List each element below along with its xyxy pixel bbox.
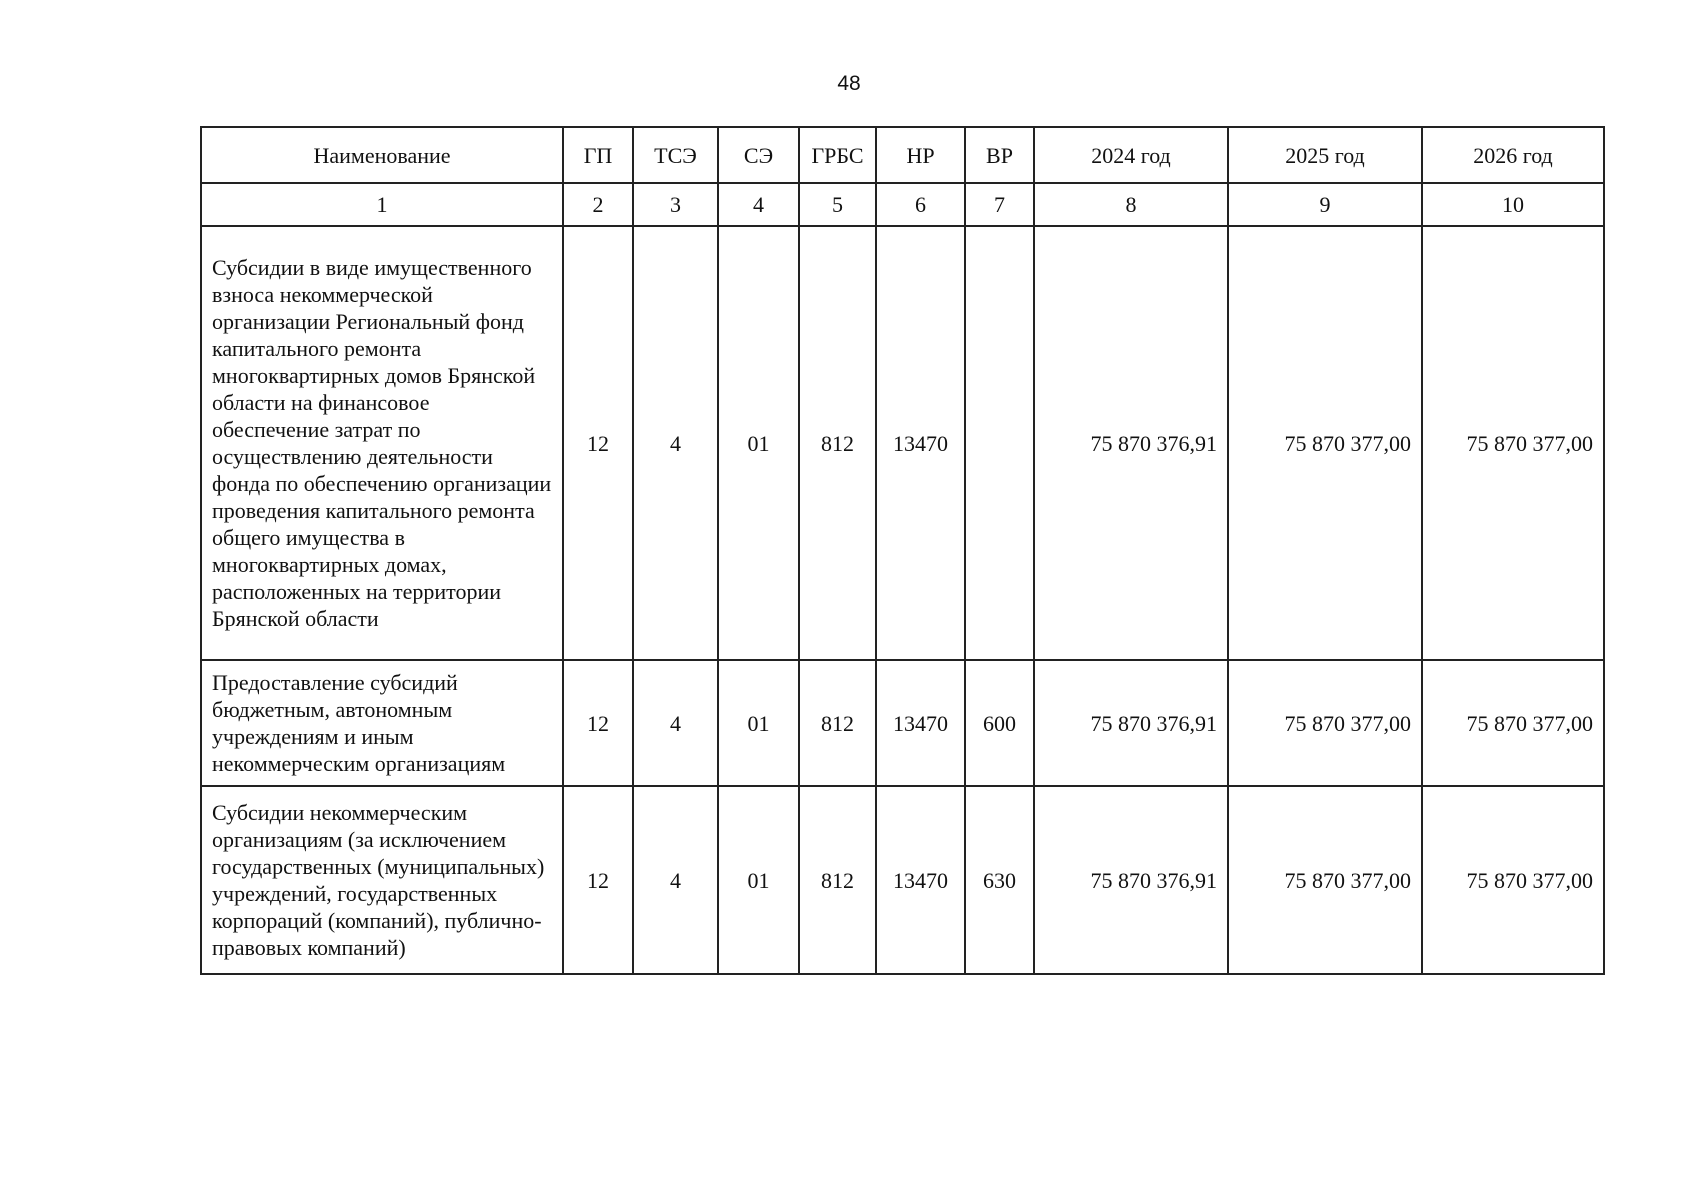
row-tse: 4 — [633, 660, 718, 786]
row-vr — [965, 226, 1034, 660]
table-row — [201, 226, 1604, 660]
column-number: 1 — [201, 183, 563, 226]
row-se: 01 — [718, 226, 799, 660]
row-nr: 13470 — [876, 660, 965, 786]
table-row — [201, 660, 1604, 786]
column-number: 6 — [876, 183, 965, 226]
row-vr: 600 — [965, 660, 1034, 786]
row-gp: 12 — [563, 226, 633, 660]
row-vr: 630 — [965, 786, 1034, 974]
column-number-row — [201, 183, 1604, 226]
row-tse: 4 — [633, 226, 718, 660]
header-2025: 2025 год — [1228, 127, 1422, 183]
header-2026: 2026 год — [1422, 127, 1604, 183]
row-amount-2025: 75 870 377,00 — [1228, 226, 1422, 660]
column-number: 9 — [1228, 183, 1422, 226]
header-se: СЭ — [718, 127, 799, 183]
row-amount-2026: 75 870 377,00 — [1422, 786, 1604, 974]
table-header-row — [201, 127, 1604, 183]
budget-table — [200, 126, 1605, 975]
column-number: 3 — [633, 183, 718, 226]
column-number: 2 — [563, 183, 633, 226]
header-2024: 2024 год — [1034, 127, 1228, 183]
row-gp: 12 — [563, 786, 633, 974]
header-grbs: ГРБС — [799, 127, 876, 183]
row-gp: 12 — [563, 660, 633, 786]
column-number: 8 — [1034, 183, 1228, 226]
column-number: 7 — [965, 183, 1034, 226]
row-grbs: 812 — [799, 786, 876, 974]
row-amount-2024: 75 870 376,91 — [1034, 660, 1228, 786]
table-row — [201, 786, 1604, 974]
row-se: 01 — [718, 786, 799, 974]
header-gp: ГП — [563, 127, 633, 183]
row-amount-2024: 75 870 376,91 — [1034, 226, 1228, 660]
header-tse: ТСЭ — [633, 127, 718, 183]
column-number: 4 — [718, 183, 799, 226]
header-vr: ВР — [965, 127, 1034, 183]
header-name: Наименование — [201, 127, 563, 183]
row-nr: 13470 — [876, 226, 965, 660]
row-grbs: 812 — [799, 226, 876, 660]
column-number: 10 — [1422, 183, 1604, 226]
row-name: Предоставление субсидий бюджетным, автономным учреждениям и иным некоммерческим организациям — [201, 660, 563, 786]
row-amount-2024: 75 870 376,91 — [1034, 786, 1228, 974]
header-nr: НР — [876, 127, 965, 183]
row-nr: 13470 — [876, 786, 965, 974]
row-amount-2025: 75 870 377,00 — [1228, 786, 1422, 974]
row-grbs: 812 — [799, 660, 876, 786]
row-tse: 4 — [633, 786, 718, 974]
row-amount-2026: 75 870 377,00 — [1422, 226, 1604, 660]
page-number: 48 — [837, 72, 861, 95]
column-number: 5 — [799, 183, 876, 226]
row-amount-2025: 75 870 377,00 — [1228, 660, 1422, 786]
row-se: 01 — [718, 660, 799, 786]
row-name: Субсидии некоммерческим организациям (за исключением государственных (муниципальных) учреждений, государственных корпораций (компаний), публично-правовых компаний) — [201, 786, 563, 974]
row-amount-2026: 75 870 377,00 — [1422, 660, 1604, 786]
row-name: Субсидии в виде имущественного взноса некоммерческой организации Региональный фонд капитального ремонта многоквартирных домов Брянской области на финансовое обеспечение затрат по осуществлению деятельности фонда по обеспечению организации проведения капитального ремонта общего имущества в многоквартирных домах, расположенных на территории Брянской области — [201, 226, 563, 660]
